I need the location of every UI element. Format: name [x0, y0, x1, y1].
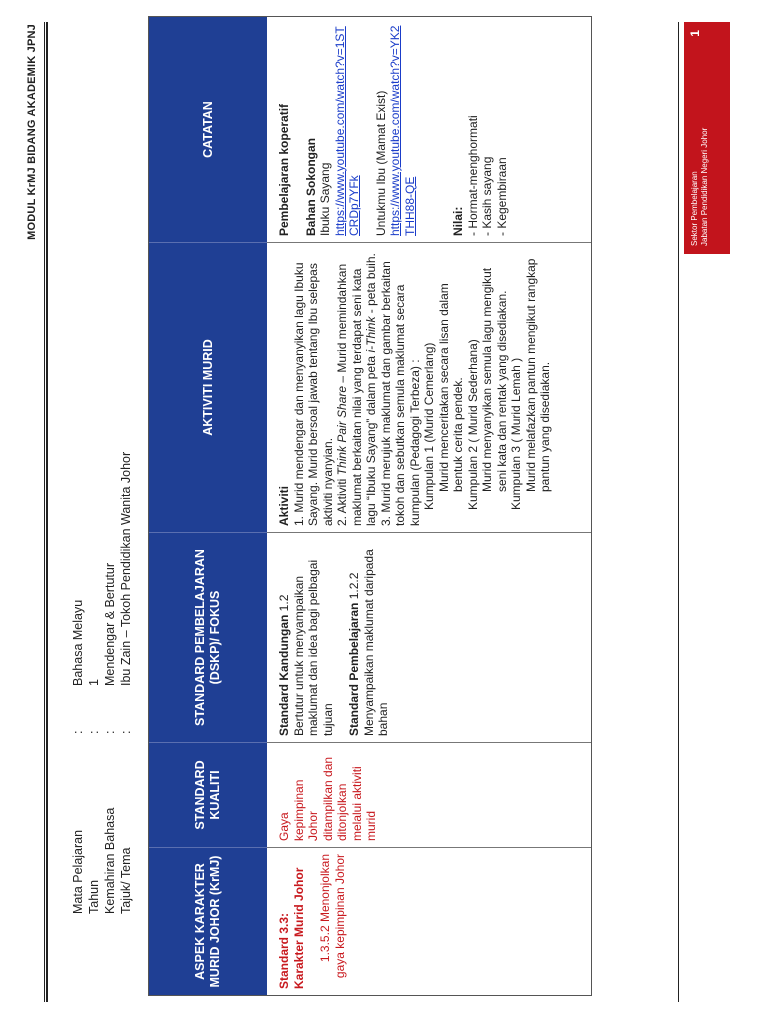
- aktiviti-1: 1. Murid mendengar dan menyanyikan lagu Ibuku Sayang. Murid bersoal jawab tentang Ibu selepas aktiviti nyanyian.: [291, 262, 335, 526]
- kumpulan-1-item: Murid menceritakan secara lisan dalam bentuk cerita pendek.: [436, 283, 465, 492]
- sp-line: [347, 539, 362, 736]
- sk-label: Standard Kandungan: [277, 614, 291, 736]
- meta-row: [118, 452, 134, 914]
- aktiviti-2-post: – Murid memindahkan maklumat berkaitan nilai yang terdapat seni kata lagu “Ibuku Sayang” dalam peta: [335, 263, 378, 526]
- meta-value: Ibu Zain – Tokoh Pendidikan Wanita Johor: [119, 451, 133, 686]
- kualiti-text: Gaya kepimpinan Johor ditampilkan dan ditonjolkan melalui aktiviti murid: [277, 756, 378, 841]
- table-row: [267, 17, 591, 995]
- meta-colon: :: [87, 730, 101, 734]
- cell-aspek: [267, 847, 591, 995]
- page-number: 1: [688, 30, 702, 37]
- sk-text: Bertutur untuk menyampaikan maklumat dan idea bagi pelbagai tujuan: [291, 559, 335, 736]
- footer-line-2: Jabatan Pendidikan Negeri Johor: [700, 127, 709, 246]
- footer-text: [690, 128, 710, 246]
- nilai-item: - Hormat-menghormati: [465, 115, 480, 236]
- youtube-link-1[interactable]: https://www.youtube.com/watch?v=1STCRDp7YFk: [332, 26, 361, 236]
- aktiviti-2: [335, 249, 379, 526]
- cell-aktiviti: [267, 242, 591, 532]
- kumpulan-3-item: Murid melafazkan pantun mengikut rangkap pantun yang disediakan.: [523, 258, 552, 492]
- sk-line: [277, 539, 292, 736]
- aspek-item: 1.3.5.2 Menonjolkan gaya kepimpinan Johor: [318, 854, 347, 979]
- sk-code: 1.2: [277, 594, 291, 612]
- meta-key: Mata Pelajaran: [71, 829, 85, 914]
- aktiviti-3: 3. Murid merujuk maklumat dan gambar berkaitan tokoh dan sebutkan semula maklumat secara kumpulan (Pedagogi Terbeza) :: [378, 261, 422, 526]
- youtube-link-2[interactable]: https://www.youtube.com/watch?v=YK2THH88-QE: [388, 25, 417, 236]
- nilai-item: - Kegembiraan: [494, 157, 509, 236]
- kumpulan-3-title: Kumpulan 3 ( Murid Lemah ): [509, 357, 523, 510]
- meta-value: 1: [87, 679, 101, 686]
- meta-key: Tahun: [87, 879, 101, 914]
- meta-colon: :: [103, 730, 117, 734]
- meta-colon: :: [71, 730, 85, 734]
- cell-dskp: [267, 532, 591, 742]
- header-aktiviti: AKTIVITI MURID: [149, 242, 267, 532]
- bahan-2: Untukmu Ibu (Mamat Exist): [373, 90, 388, 236]
- meta-row: [70, 452, 86, 914]
- meta-block: [70, 452, 134, 914]
- cell-catatan: [267, 17, 591, 242]
- meta-key: Tajuk/ Tema: [119, 847, 133, 914]
- bahan-1: Ibuku Sayang: [318, 162, 332, 236]
- cell-kualiti: [267, 742, 591, 847]
- aktiviti-heading: Aktiviti: [277, 485, 291, 526]
- aktiviti-2-em2: i-Think: [364, 316, 378, 353]
- aktiviti-2-em: Think Pair Share: [335, 385, 349, 476]
- meta-key: Kemahiran Bahasa: [103, 807, 117, 914]
- meta-row: [102, 452, 118, 914]
- sp-code: 1.2.2: [347, 572, 361, 600]
- meta-value: Bahasa Melayu: [71, 599, 85, 686]
- meta-colon: :: [119, 730, 133, 734]
- footer-badge: [684, 22, 730, 254]
- footer-rule: [678, 22, 679, 1002]
- meta-row: [86, 452, 102, 914]
- bahan-title: Bahan Sokongan: [303, 137, 318, 236]
- nilai-title: Nilai:: [451, 206, 465, 236]
- header-dskp: STANDARD PEMBELAJARAN (DSKP)/ FOKUS: [149, 532, 267, 742]
- pembelajaran-label: Pembelajaran koperatif: [277, 103, 291, 236]
- kumpulan-2-item: Murid menyanyikan semula lagu mengikut seni kata dan rentak yang disediakan.: [480, 267, 509, 492]
- header-aspek: ASPEK KARAKTER MURID JOHOR (KrMJ): [149, 847, 267, 995]
- header-kualiti: STANDARD KUALITI: [149, 742, 267, 847]
- kumpulan-2-title: Kumpulan 2 ( Murid Sederhana): [465, 339, 480, 510]
- standard-title: Standard 3.3:: [277, 912, 291, 989]
- header-rule-thick: [46, 22, 48, 1002]
- standard-name: Karakter Murid Johor: [291, 867, 306, 989]
- table-header: [149, 17, 267, 995]
- aktiviti-2-pre: 2. Aktiviti: [335, 475, 349, 526]
- sp-text: Menyampaikan maklumat daripada bahan: [361, 549, 390, 736]
- sp-label: Standard Pembelajaran: [347, 602, 361, 736]
- lesson-table: [148, 16, 592, 996]
- nilai-item: - Kasih sayang: [480, 156, 494, 236]
- meta-value: Mendengar & Bertutur: [103, 563, 117, 686]
- footer-line-1: Sektor Pembelajaran: [690, 171, 699, 246]
- header-catatan: CATATAN: [200, 101, 215, 158]
- module-title: MODUL KrMJ BIDANG AKADEMIK JPNJ: [26, 24, 38, 240]
- aktiviti-2-end: - peta buih.: [364, 253, 378, 317]
- kumpulan-1-title: Kumpulan 1 (Murid Cemerlang): [422, 342, 436, 510]
- header-rule: [44, 22, 45, 1002]
